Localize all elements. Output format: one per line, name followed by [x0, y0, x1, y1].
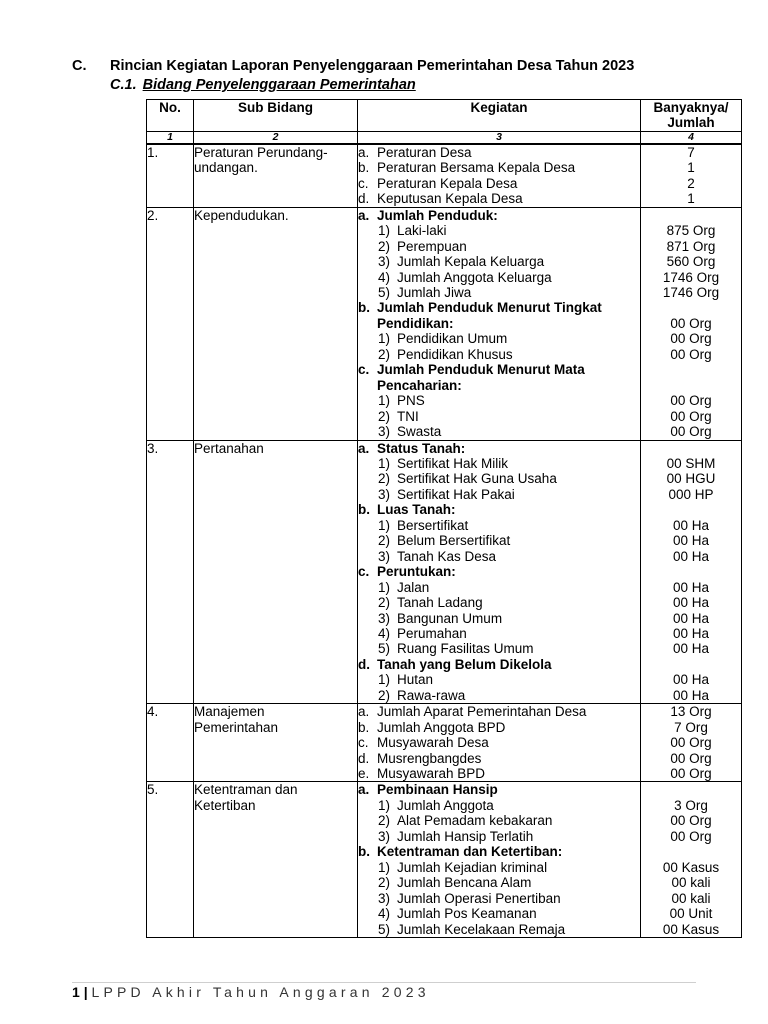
- section-title: Rincian Kegiatan Laporan Penyelenggaraan Pemerintahan Desa Tahun 2023: [110, 58, 635, 74]
- kegiatan-marker: 2): [378, 687, 391, 703]
- kegiatan-text: Tanah Ladang: [397, 595, 483, 611]
- kegiatan-item: [358, 471, 640, 486]
- kegiatan-cell: [358, 704, 641, 782]
- kegiatan-item: [358, 176, 640, 191]
- kegiatan-marker: 2): [378, 875, 391, 891]
- jumlah-value: [641, 441, 741, 456]
- kegiatan-text: Sertifikat Hak Pakai: [397, 486, 515, 502]
- kegiatan-item: [358, 626, 640, 641]
- kegiatan-marker: 1): [378, 393, 391, 409]
- jumlah-value: 2: [687, 175, 695, 191]
- sub-bidang-text: Ketentraman dan: [194, 782, 298, 798]
- kegiatan-text: Jumlah Aparat Pemerintahan Desa: [377, 704, 587, 720]
- kegiatan-item: [358, 208, 640, 223]
- kegiatan-text: Musyawarah Desa: [377, 735, 489, 751]
- kegiatan-text: Jumlah Hansip Terlatih: [397, 828, 534, 844]
- kegiatan-marker: 3): [378, 254, 391, 270]
- kegiatan-item: [358, 424, 640, 439]
- column-number: 4: [641, 131, 742, 144]
- footer-separator: |: [83, 984, 88, 1000]
- jumlah-value: 00 Org: [670, 766, 712, 782]
- kegiatan-text: Perempuan: [397, 238, 467, 254]
- row-number: 5.: [147, 782, 194, 938]
- kegiatan-item: [358, 502, 640, 517]
- jumlah-value: 000 HP: [668, 486, 714, 502]
- jumlah-value: [641, 782, 741, 797]
- kegiatan-item: [358, 518, 640, 533]
- sub-bidang-cell: [194, 704, 358, 782]
- jumlah-value: 00 Ha: [672, 687, 710, 703]
- kegiatan-item: [358, 564, 640, 579]
- kegiatan-item: [358, 922, 640, 937]
- kegiatan-cell: [358, 207, 641, 440]
- jumlah-value: [641, 657, 741, 672]
- column-number: 2: [194, 131, 358, 144]
- table-header-row: [147, 100, 742, 132]
- jumlah-value: 871 Org: [666, 238, 716, 254]
- footer-rule: [72, 982, 696, 983]
- kegiatan-marker: c.: [358, 362, 370, 378]
- kegiatan-text: Jumlah Kecelakaan Remaja: [397, 921, 566, 937]
- jumlah-value: [641, 844, 741, 859]
- kegiatan-marker: d.: [358, 656, 370, 672]
- row-number: 1.: [147, 144, 194, 207]
- kegiatan-item: [358, 456, 640, 471]
- jumlah-value: 00 Org: [670, 331, 712, 347]
- kegiatan-text: Peraturan Bersama Kepala Desa: [377, 160, 576, 176]
- jumlah-value: 00 Org: [670, 346, 712, 362]
- kegiatan-marker: a.: [358, 782, 370, 798]
- table-row: [147, 704, 742, 782]
- kegiatan-item: [358, 270, 640, 285]
- kegiatan-marker: d.: [358, 191, 370, 207]
- kegiatan-text: Luas Tanah:: [377, 502, 456, 518]
- sub-bidang-text: Ketertiban: [194, 797, 256, 813]
- kegiatan-item: [358, 285, 640, 300]
- kegiatan-text: Peraturan Kepala Desa: [377, 175, 518, 191]
- kegiatan-marker: 1): [378, 672, 391, 688]
- kegiatan-text: Pendidikan Khusus: [397, 346, 513, 362]
- header-jumlah-line2: Jumlah: [667, 115, 715, 131]
- kegiatan-text: Jumlah Penduduk Menurut Mata: [377, 362, 585, 378]
- jumlah-cell: [641, 144, 742, 207]
- jumlah-value: 00 Org: [670, 393, 712, 409]
- jumlah-value: 00 Org: [670, 735, 712, 751]
- jumlah-value: 3 Org: [674, 797, 708, 813]
- kegiatan-item: [358, 829, 640, 844]
- kegiatan-text: Swasta: [397, 424, 442, 440]
- kegiatan-text: Pencaharian:: [377, 377, 462, 393]
- kegiatan-item: [358, 860, 640, 875]
- row-number: 3.: [147, 440, 194, 704]
- kegiatan-item: [358, 657, 640, 672]
- jumlah-value: [641, 564, 741, 579]
- jumlah-value: 00 HGU: [666, 471, 716, 487]
- kegiatan-text: Musyawarah BPD: [377, 766, 486, 782]
- jumlah-value: 13 Org: [670, 704, 712, 720]
- kegiatan-marker: 3): [378, 828, 391, 844]
- kegiatan-marker: 2): [378, 813, 391, 829]
- subsection-number: C.1.: [110, 77, 137, 93]
- kegiatan-item: [358, 641, 640, 656]
- kegiatan-text: Ketentraman dan Ketertiban:: [377, 844, 563, 860]
- kegiatan-marker: 4): [378, 269, 391, 285]
- kegiatan-item: [358, 688, 640, 703]
- kegiatan-item: [358, 378, 640, 393]
- sub-bidang-text: Pertanahan: [194, 440, 264, 456]
- kegiatan-text: Musrengbangdes: [377, 750, 482, 766]
- kegiatan-marker: a.: [358, 207, 370, 223]
- table-body: [147, 144, 742, 938]
- kegiatan-marker: 5): [378, 284, 391, 300]
- footer-text: LPPD Akhir Tahun Anggaran 2023: [91, 984, 430, 1000]
- jumlah-cell: [641, 440, 742, 704]
- jumlah-value: 00 Kasus: [662, 921, 720, 937]
- jumlah-value: [641, 502, 741, 517]
- jumlah-value: 00 Org: [670, 408, 712, 424]
- kegiatan-marker: b.: [358, 502, 370, 518]
- jumlah-value: 560 Org: [666, 254, 716, 270]
- page-number: 1: [72, 984, 80, 1000]
- kegiatan-item: [358, 735, 640, 750]
- jumlah-value: 00 Ha: [672, 595, 710, 611]
- kegiatan-text: Perumahan: [397, 625, 467, 641]
- kegiatan-text: Pendidikan Umum: [397, 331, 508, 347]
- jumlah-value: 00 Ha: [672, 548, 710, 564]
- kegiatan-marker: 1): [378, 455, 391, 471]
- kegiatan-item: [358, 906, 640, 921]
- kegiatan-marker: 1): [378, 517, 391, 533]
- jumlah-value: 00 Org: [670, 424, 712, 440]
- jumlah-value: 00 Org: [670, 828, 712, 844]
- kegiatan-marker: 1): [378, 223, 391, 239]
- table-row: [147, 207, 742, 440]
- kegiatan-text: Tanah yang Belum Dikelola: [377, 656, 552, 672]
- row-number: 4.: [147, 704, 194, 782]
- jumlah-value: [641, 300, 741, 315]
- kegiatan-item: [358, 672, 640, 687]
- jumlah-value: 00 Ha: [672, 625, 710, 641]
- table-row: [147, 144, 742, 207]
- kegiatan-item: [358, 595, 640, 610]
- section-letter: C.: [72, 58, 87, 74]
- kegiatan-marker: 3): [378, 610, 391, 626]
- kegiatan-item: [358, 191, 640, 206]
- sub-bidang-cell: [194, 782, 358, 938]
- header-jumlah-line1: Banyaknya/: [653, 100, 729, 115]
- sub-bidang-cell: [194, 440, 358, 704]
- jumlah-value: 875 Org: [666, 223, 716, 239]
- jumlah-value: [641, 208, 741, 223]
- kegiatan-text: Jumlah Penduduk:: [377, 207, 498, 223]
- kegiatan-item: [358, 580, 640, 595]
- kegiatan-marker: 1): [378, 579, 391, 595]
- jumlah-cell: [641, 207, 742, 440]
- kegiatan-marker: b.: [358, 300, 370, 316]
- kegiatan-marker: c.: [358, 175, 369, 191]
- section-heading: [72, 58, 634, 75]
- kegiatan-marker: 3): [378, 890, 391, 906]
- kegiatan-marker: 2): [378, 471, 391, 487]
- kegiatan-text: Bersertifikat: [397, 517, 469, 533]
- header-kegiatan: Kegiatan: [358, 100, 641, 132]
- kegiatan-text: Jumlah Operasi Penertiban: [397, 890, 561, 906]
- kegiatan-text: Laki-laki: [397, 223, 447, 239]
- kegiatan-item: [358, 362, 640, 377]
- kegiatan-item: [358, 844, 640, 859]
- jumlah-value: 00 Ha: [672, 579, 710, 595]
- kegiatan-text: Keputusan Kepala Desa: [377, 191, 523, 207]
- kegiatan-item: [358, 611, 640, 626]
- sub-bidang-text: Manajemen: [194, 704, 265, 720]
- page-footer: [72, 984, 430, 1000]
- kegiatan-item: [358, 487, 640, 502]
- kegiatan-marker: a.: [358, 440, 370, 456]
- subsection-title: Bidang Penyelenggaraan Pemerintahan: [142, 77, 416, 93]
- kegiatan-marker: 1): [378, 859, 391, 875]
- jumlah-value: 00 Kasus: [662, 859, 720, 875]
- jumlah-value: 00 Ha: [672, 641, 710, 657]
- kegiatan-text: Jumlah Anggota: [397, 797, 494, 813]
- kegiatan-marker: 3): [378, 548, 391, 564]
- header-sub-bidang: Sub Bidang: [194, 100, 358, 132]
- kegiatan-marker: a.: [358, 704, 370, 720]
- kegiatan-marker: c.: [358, 735, 369, 751]
- kegiatan-item: [358, 393, 640, 408]
- table-row: [147, 782, 742, 938]
- kegiatan-cell: [358, 144, 641, 207]
- kegiatan-marker: 2): [378, 595, 391, 611]
- kegiatan-item: [358, 891, 640, 906]
- kegiatan-item: [358, 782, 640, 797]
- kegiatan-text: Peruntukan:: [377, 564, 456, 580]
- kegiatan-item: [358, 300, 640, 315]
- jumlah-value: 00 Ha: [672, 533, 710, 549]
- kegiatan-item: [358, 145, 640, 160]
- kegiatan-text: Jumlah Anggota Keluarga: [397, 269, 552, 285]
- kegiatan-item: [358, 766, 640, 781]
- kegiatan-item: [358, 316, 640, 331]
- jumlah-value: 00 Ha: [672, 517, 710, 533]
- kegiatan-marker: 2): [378, 408, 391, 424]
- sub-bidang-text: Peraturan Perundang-: [194, 144, 328, 160]
- kegiatan-text: Sertifikat Hak Guna Usaha: [397, 471, 557, 487]
- kegiatan-item: [358, 798, 640, 813]
- kegiatan-marker: 4): [378, 625, 391, 641]
- subsection-heading: [110, 77, 416, 94]
- kegiatan-item: [358, 331, 640, 346]
- kegiatan-marker: 1): [378, 331, 391, 347]
- kegiatan-marker: 1): [378, 797, 391, 813]
- kegiatan-text: Status Tanah:: [377, 440, 466, 456]
- column-number: 3: [358, 131, 641, 144]
- jumlah-value: 1746 Org: [662, 284, 720, 300]
- jumlah-value: 7 Org: [674, 719, 708, 735]
- jumlah-value: 1: [687, 160, 695, 176]
- kegiatan-marker: 4): [378, 906, 391, 922]
- jumlah-value: 00 Org: [670, 813, 712, 829]
- kegiatan-item: [358, 409, 640, 424]
- kegiatan-marker: a.: [358, 144, 370, 160]
- kegiatan-marker: d.: [358, 750, 370, 766]
- kegiatan-cell: [358, 440, 641, 704]
- jumlah-value: 00 kali: [671, 890, 711, 906]
- header-jumlah: [641, 100, 742, 132]
- kegiatan-marker: 3): [378, 424, 391, 440]
- kegiatan-marker: c.: [358, 564, 370, 580]
- jumlah-value: 1: [687, 191, 695, 207]
- kegiatan-item: [358, 239, 640, 254]
- jumlah-value: 1746 Org: [662, 269, 720, 285]
- jumlah-value: 00 Org: [670, 315, 712, 331]
- kegiatan-marker: b.: [358, 160, 370, 176]
- kegiatan-text: Alat Pemadam kebakaran: [397, 813, 553, 829]
- sub-bidang-text: undangan.: [194, 160, 258, 176]
- kegiatan-table: [146, 99, 742, 938]
- kegiatan-text: TNI: [397, 408, 419, 424]
- kegiatan-item: [358, 347, 640, 362]
- kegiatan-text: Bangunan Umum: [397, 610, 503, 626]
- kegiatan-marker: 5): [378, 641, 391, 657]
- kegiatan-item: [358, 751, 640, 766]
- kegiatan-text: Jalan: [397, 579, 430, 595]
- kegiatan-text: Ruang Fasilitas Umum: [397, 641, 534, 657]
- jumlah-value: 00 kali: [671, 875, 711, 891]
- kegiatan-marker: b.: [358, 844, 370, 860]
- jumlah-cell: [641, 782, 742, 938]
- kegiatan-text: Belum Bersertifikat: [397, 533, 511, 549]
- table-row: [147, 440, 742, 704]
- kegiatan-marker: b.: [358, 719, 370, 735]
- kegiatan-item: [358, 254, 640, 269]
- kegiatan-text: Jumlah Jiwa: [397, 284, 472, 300]
- kegiatan-text: Jumlah Pos Keamanan: [397, 906, 537, 922]
- kegiatan-text: Jumlah Penduduk Menurut Tingkat: [377, 300, 602, 316]
- jumlah-value: [641, 378, 741, 393]
- jumlah-value: 00 Org: [670, 750, 712, 766]
- jumlah-value: 00 Ha: [672, 610, 710, 626]
- kegiatan-marker: 2): [378, 346, 391, 362]
- kegiatan-item: [358, 160, 640, 175]
- kegiatan-item: [358, 720, 640, 735]
- jumlah-value: 00 Unit: [669, 906, 713, 922]
- kegiatan-item: [358, 875, 640, 890]
- kegiatan-marker: 3): [378, 486, 391, 502]
- kegiatan-text: Sertifikat Hak Milik: [397, 455, 509, 471]
- kegiatan-cell: [358, 782, 641, 938]
- jumlah-value: 7: [687, 144, 695, 160]
- kegiatan-marker: 2): [378, 238, 391, 254]
- row-number: 2.: [147, 207, 194, 440]
- kegiatan-marker: 2): [378, 533, 391, 549]
- sub-bidang-text: Pemerintahan: [194, 719, 279, 735]
- kegiatan-text: Rawa-rawa: [397, 687, 466, 703]
- kegiatan-item: [358, 441, 640, 456]
- sub-bidang-text: Kependudukan.: [194, 207, 289, 223]
- kegiatan-marker: e.: [358, 766, 370, 782]
- jumlah-value: [641, 362, 741, 377]
- kegiatan-item: [358, 813, 640, 828]
- kegiatan-text: Tanah Kas Desa: [397, 548, 497, 564]
- kegiatan-marker: 5): [378, 921, 391, 937]
- kegiatan-text: Jumlah Kejadian kriminal: [397, 859, 548, 875]
- kegiatan-text: Jumlah Bencana Alam: [397, 875, 532, 891]
- column-number: 1: [147, 131, 194, 144]
- kegiatan-item: [358, 549, 640, 564]
- kegiatan-text: Pembinaan Hansip: [377, 782, 498, 798]
- kegiatan-item: [358, 533, 640, 548]
- jumlah-value: 00 Ha: [672, 672, 710, 688]
- kegiatan-text: Pendidikan:: [377, 315, 454, 331]
- kegiatan-item: [358, 704, 640, 719]
- jumlah-cell: [641, 704, 742, 782]
- kegiatan-text: Jumlah Kepala Keluarga: [397, 254, 545, 270]
- sub-bidang-cell: [194, 207, 358, 440]
- header-no: No.: [147, 100, 194, 132]
- kegiatan-item: [358, 223, 640, 238]
- column-number-row: [147, 131, 742, 144]
- kegiatan-text: PNS: [397, 393, 425, 409]
- sub-bidang-cell: [194, 144, 358, 207]
- jumlah-value: 00 SHM: [666, 455, 716, 471]
- kegiatan-text: Jumlah Anggota BPD: [377, 719, 506, 735]
- kegiatan-text: Hutan: [397, 672, 434, 688]
- kegiatan-text: Peraturan Desa: [377, 144, 472, 160]
